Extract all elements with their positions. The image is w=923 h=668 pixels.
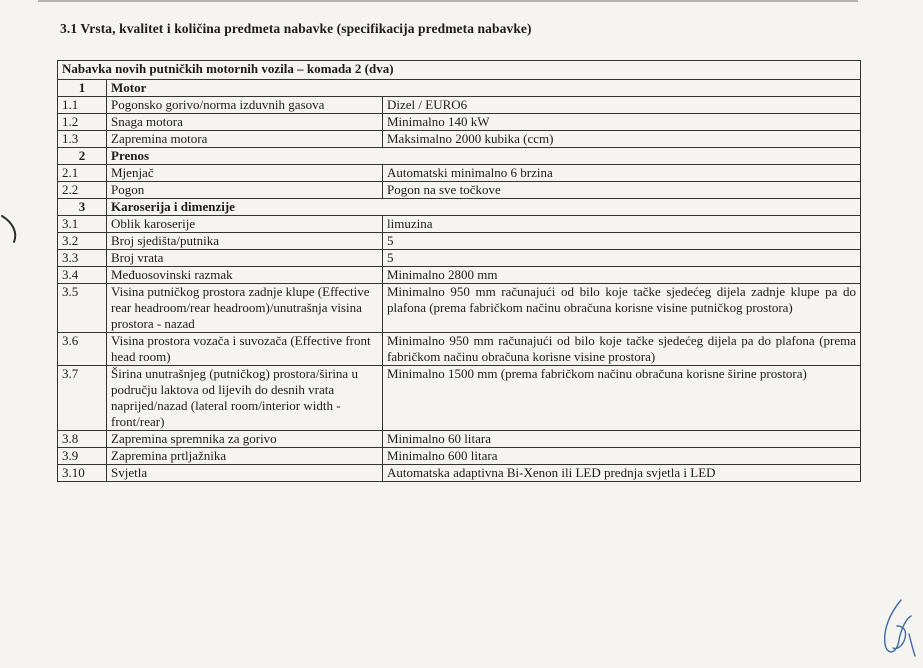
- item-number: 3.6: [58, 333, 107, 366]
- item-number: 3.10: [58, 465, 107, 482]
- item-requirement: Pogon na sve točkove: [383, 182, 861, 199]
- item-description: Zapremina prtljažnika: [107, 448, 383, 465]
- table-row: [58, 114, 861, 131]
- item-number: 3.8: [58, 431, 107, 448]
- item-requirement: Minimalno 950 mm računajući od bilo koje tačke sjedećeg dijela pa do plafona (prema fabričkom načinu obračuna korisne visine prostora): [383, 333, 861, 366]
- item-requirement: limuzina: [383, 216, 861, 233]
- item-number: 3.3: [58, 250, 107, 267]
- group-row: [58, 199, 861, 216]
- item-requirement: Minimalno 2800 mm: [383, 267, 861, 284]
- page-top-rule: [38, 0, 858, 2]
- table-row: [58, 165, 861, 182]
- item-requirement: Minimalno 1500 mm (prema fabričkom načinu obračuna korisne širine prostora): [383, 366, 861, 431]
- item-description: Pogon: [107, 182, 383, 199]
- item-requirement: Dizel / EURO6: [383, 97, 861, 114]
- table-row: [58, 465, 861, 482]
- group-number: 1: [58, 80, 107, 97]
- group-number: 2: [58, 148, 107, 165]
- group-row: [58, 148, 861, 165]
- item-number: 3.2: [58, 233, 107, 250]
- item-number: 3.1: [58, 216, 107, 233]
- item-description: Snaga motora: [107, 114, 383, 131]
- item-number: 1.2: [58, 114, 107, 131]
- item-requirement: Automatska adaptivna Bi-Xenon ili LED prednja svjetla i LED: [383, 465, 861, 482]
- item-requirement: Minimalno 140 kW: [383, 114, 861, 131]
- item-requirement: Minimalno 950 mm računajući od bilo koje tačke sjedećeg dijela zadnje klupe pa do plafona (prema fabričkom načinu obračuna korisne visine putničkog prostora): [383, 284, 861, 333]
- table-row: [58, 333, 861, 366]
- item-description: Oblik karoserije: [107, 216, 383, 233]
- item-description: Pogonsko gorivo/norma izduvnih gasova: [107, 97, 383, 114]
- group-label: Motor: [107, 80, 861, 97]
- group-label: Prenos: [107, 148, 861, 165]
- item-description: Zapremina motora: [107, 131, 383, 148]
- table-title: Nabavka novih putničkih motornih vozila – komada 2 (dva): [58, 61, 861, 80]
- item-description: Mjenjač: [107, 165, 383, 182]
- item-description: Međuosovinski razmak: [107, 267, 383, 284]
- item-number: 3.9: [58, 448, 107, 465]
- item-description: Broj vrata: [107, 250, 383, 267]
- signature-icon: [877, 596, 917, 660]
- item-requirement: 5: [383, 233, 861, 250]
- table-row: [58, 97, 861, 114]
- section-heading: 3.1 Vrsta, kvalitet i količina predmeta nabavke (specifikacija predmeta nabavke): [60, 21, 532, 36]
- item-requirement: Automatski minimalno 6 brzina: [383, 165, 861, 182]
- table-row: [58, 250, 861, 267]
- item-description: Broj sjedišta/putnika: [107, 233, 383, 250]
- group-label: Karoserija i dimenzije: [107, 199, 861, 216]
- specification-table: [57, 60, 861, 482]
- table-row: [58, 366, 861, 431]
- item-number: 1.1: [58, 97, 107, 114]
- item-description: Visina prostora vozača i suvozača (Effective front head room): [107, 333, 383, 366]
- group-number: 3: [58, 199, 107, 216]
- table-row: [58, 431, 861, 448]
- table-row: [58, 284, 861, 333]
- item-requirement: Minimalno 60 litara: [383, 431, 861, 448]
- table-row: [58, 448, 861, 465]
- table-row: [58, 182, 861, 199]
- item-description: Svjetla: [107, 465, 383, 482]
- group-row: [58, 80, 861, 97]
- item-description: Zapremina spremnika za gorivo: [107, 431, 383, 448]
- item-number: 2.1: [58, 165, 107, 182]
- table-row: [58, 216, 861, 233]
- item-requirement: Maksimalno 2000 kubika (ccm): [383, 131, 861, 148]
- table-title-row: [58, 61, 861, 80]
- item-number: 2.2: [58, 182, 107, 199]
- table-row: [58, 267, 861, 284]
- hole-punch-mark-icon: [0, 214, 22, 244]
- item-requirement: 5: [383, 250, 861, 267]
- item-description: Visina putničkog prostora zadnje klupe (Effective rear headroom/rear headroom)/unutrašnja visina prostora - nazad: [107, 284, 383, 333]
- item-description: Širina unutrašnjeg (putničkog) prostora/širina u području laktova od lijevih do desnih vrata naprijed/nazad (lateral room/interior width - front/rear): [107, 366, 383, 431]
- item-requirement: Minimalno 600 litara: [383, 448, 861, 465]
- table-row: [58, 233, 861, 250]
- item-number: 3.7: [58, 366, 107, 431]
- item-number: 3.4: [58, 267, 107, 284]
- item-number: 1.3: [58, 131, 107, 148]
- item-number: 3.5: [58, 284, 107, 333]
- table-row: [58, 131, 861, 148]
